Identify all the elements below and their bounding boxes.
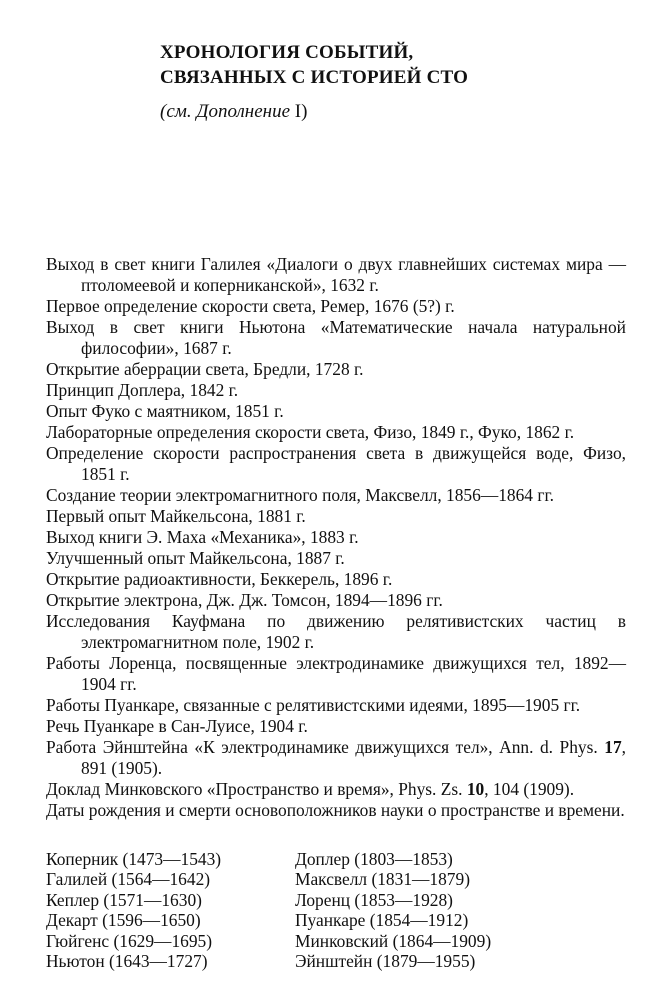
chronology-entry: Открытие электрона, Дж. Дж. Томсон, 1894—1896 гг. <box>46 590 443 610</box>
lifespan-right: Минковский (1864—1909) <box>295 930 492 951</box>
chronology-entry-minkowski <box>46 779 626 800</box>
page-title <box>160 40 468 90</box>
lifespan-right: Доплер (1803—1853) <box>295 849 453 869</box>
lifespan-left: Галилей (1564—1642) <box>46 869 211 890</box>
chronology-entry-einstein <box>46 737 626 779</box>
lifespan-left: Декарт (1596—1650) <box>46 910 201 931</box>
chronology-entry: Первое определение скорости света, Ремер, 1676 (5?) г. <box>46 296 455 316</box>
scientists-lifespans <box>46 849 626 971</box>
chronology-entry: Принцип Доплера, 1842 г. <box>46 380 239 400</box>
chronology-entry: Определение скорости распространения света в движущейся воде, Физо, 1851 г. <box>46 443 626 484</box>
chronology-entry: Выход книги Э. Маха «Механика», 1883 г. <box>46 527 359 547</box>
lifespan-row <box>46 931 626 951</box>
lifespan-right: Максвелл (1831—1879) <box>295 869 470 890</box>
chronology-entry: Открытие радиоактивности, Беккерель, 1896 г. <box>46 569 393 589</box>
title-line-1: ХРОНОЛОГИЯ СОБЫТИЙ, <box>160 42 414 63</box>
chronology-entry: Исследования Кауфмана по движению релятивистских частиц в электромагнитном поле, 1902 г. <box>46 611 626 652</box>
chronology-entry: Выход в свет книги Галилея «Диалоги о двух главнейших системах мира — птоломеевой и коперниканской», 1632 г. <box>46 254 626 295</box>
page-subtitle <box>160 100 307 124</box>
chronology-entry: Открытие аберрации света, Бредли, 1728 г. <box>46 359 364 379</box>
minkowski-entry-tail: , 104 (1909). <box>484 779 575 799</box>
chronology-entry: Работы Лоренца, посвященные электродинамике движущихся тел, 1892—1904 гг. <box>46 653 626 694</box>
minkowski-volume: 10 <box>466 779 485 799</box>
lifespan-row <box>46 849 626 869</box>
einstein-volume: 17 <box>604 737 622 757</box>
chronology-entry: Речь Пуанкаре в Сан-Луисе, 1904 г. <box>46 716 308 736</box>
chronology-entry: Выход в свет книги Ньютона «Математические начала натуральной философии», 1687 г. <box>46 317 626 358</box>
chronology-entry: Улучшенный опыт Майкельсона, 1887 г. <box>46 548 345 568</box>
lifespan-row <box>46 951 626 971</box>
chronology-list <box>46 254 626 821</box>
chronology-entry: Лабораторные определения скорости света, Физо, 1849 г., Фуко, 1862 г. <box>46 422 575 442</box>
title-line-2: СВЯЗАННЫХ С ИСТОРИЕЙ СТО <box>160 67 469 88</box>
lifespan-left: Кеплер (1571—1630) <box>46 889 202 910</box>
lifespan-right: Лоренц (1853—1928) <box>295 889 453 910</box>
lifespan-row <box>46 869 626 889</box>
chronology-entry-dates: Даты рождения и смерти основоположников науки о пространстве и времени. <box>46 800 625 820</box>
einstein-entry-tail: , 891 (1905). <box>81 737 626 778</box>
chronology-entry: Создание теории электромагнитного поля, Максвелл, 1856—1864 гг. <box>46 485 554 505</box>
subtitle-reference: (см. Дополнение <box>160 101 291 122</box>
minkowski-entry-text: Доклад Минковского «Пространство и время», Phys. Zs. <box>46 779 467 799</box>
lifespan-row <box>46 910 626 930</box>
lifespan-left: Коперник (1473—1543) <box>46 849 222 869</box>
lifespan-left: Ньютон (1643—1727) <box>46 951 208 972</box>
chronology-entry: Первый опыт Майкельсона, 1881 г. <box>46 506 306 526</box>
lifespan-right: Пуанкаре (1854—1912) <box>295 910 469 931</box>
chronology-entry: Работы Пуанкаре, связанные с релятивистскими идеями, 1895—1905 гг. <box>46 695 581 715</box>
lifespan-row <box>46 890 626 910</box>
subtitle-numeral: I) <box>290 101 308 122</box>
einstein-entry-text: Работа Эйнштейна «К электродинамике движущихся тел», Ann. d. Phys. <box>46 737 605 757</box>
lifespan-left: Гюйгенс (1629—1695) <box>46 930 213 951</box>
chronology-entry: Опыт Фуко с маятником, 1851 г. <box>46 401 284 421</box>
lifespan-right: Эйнштейн (1879—1955) <box>295 951 476 972</box>
